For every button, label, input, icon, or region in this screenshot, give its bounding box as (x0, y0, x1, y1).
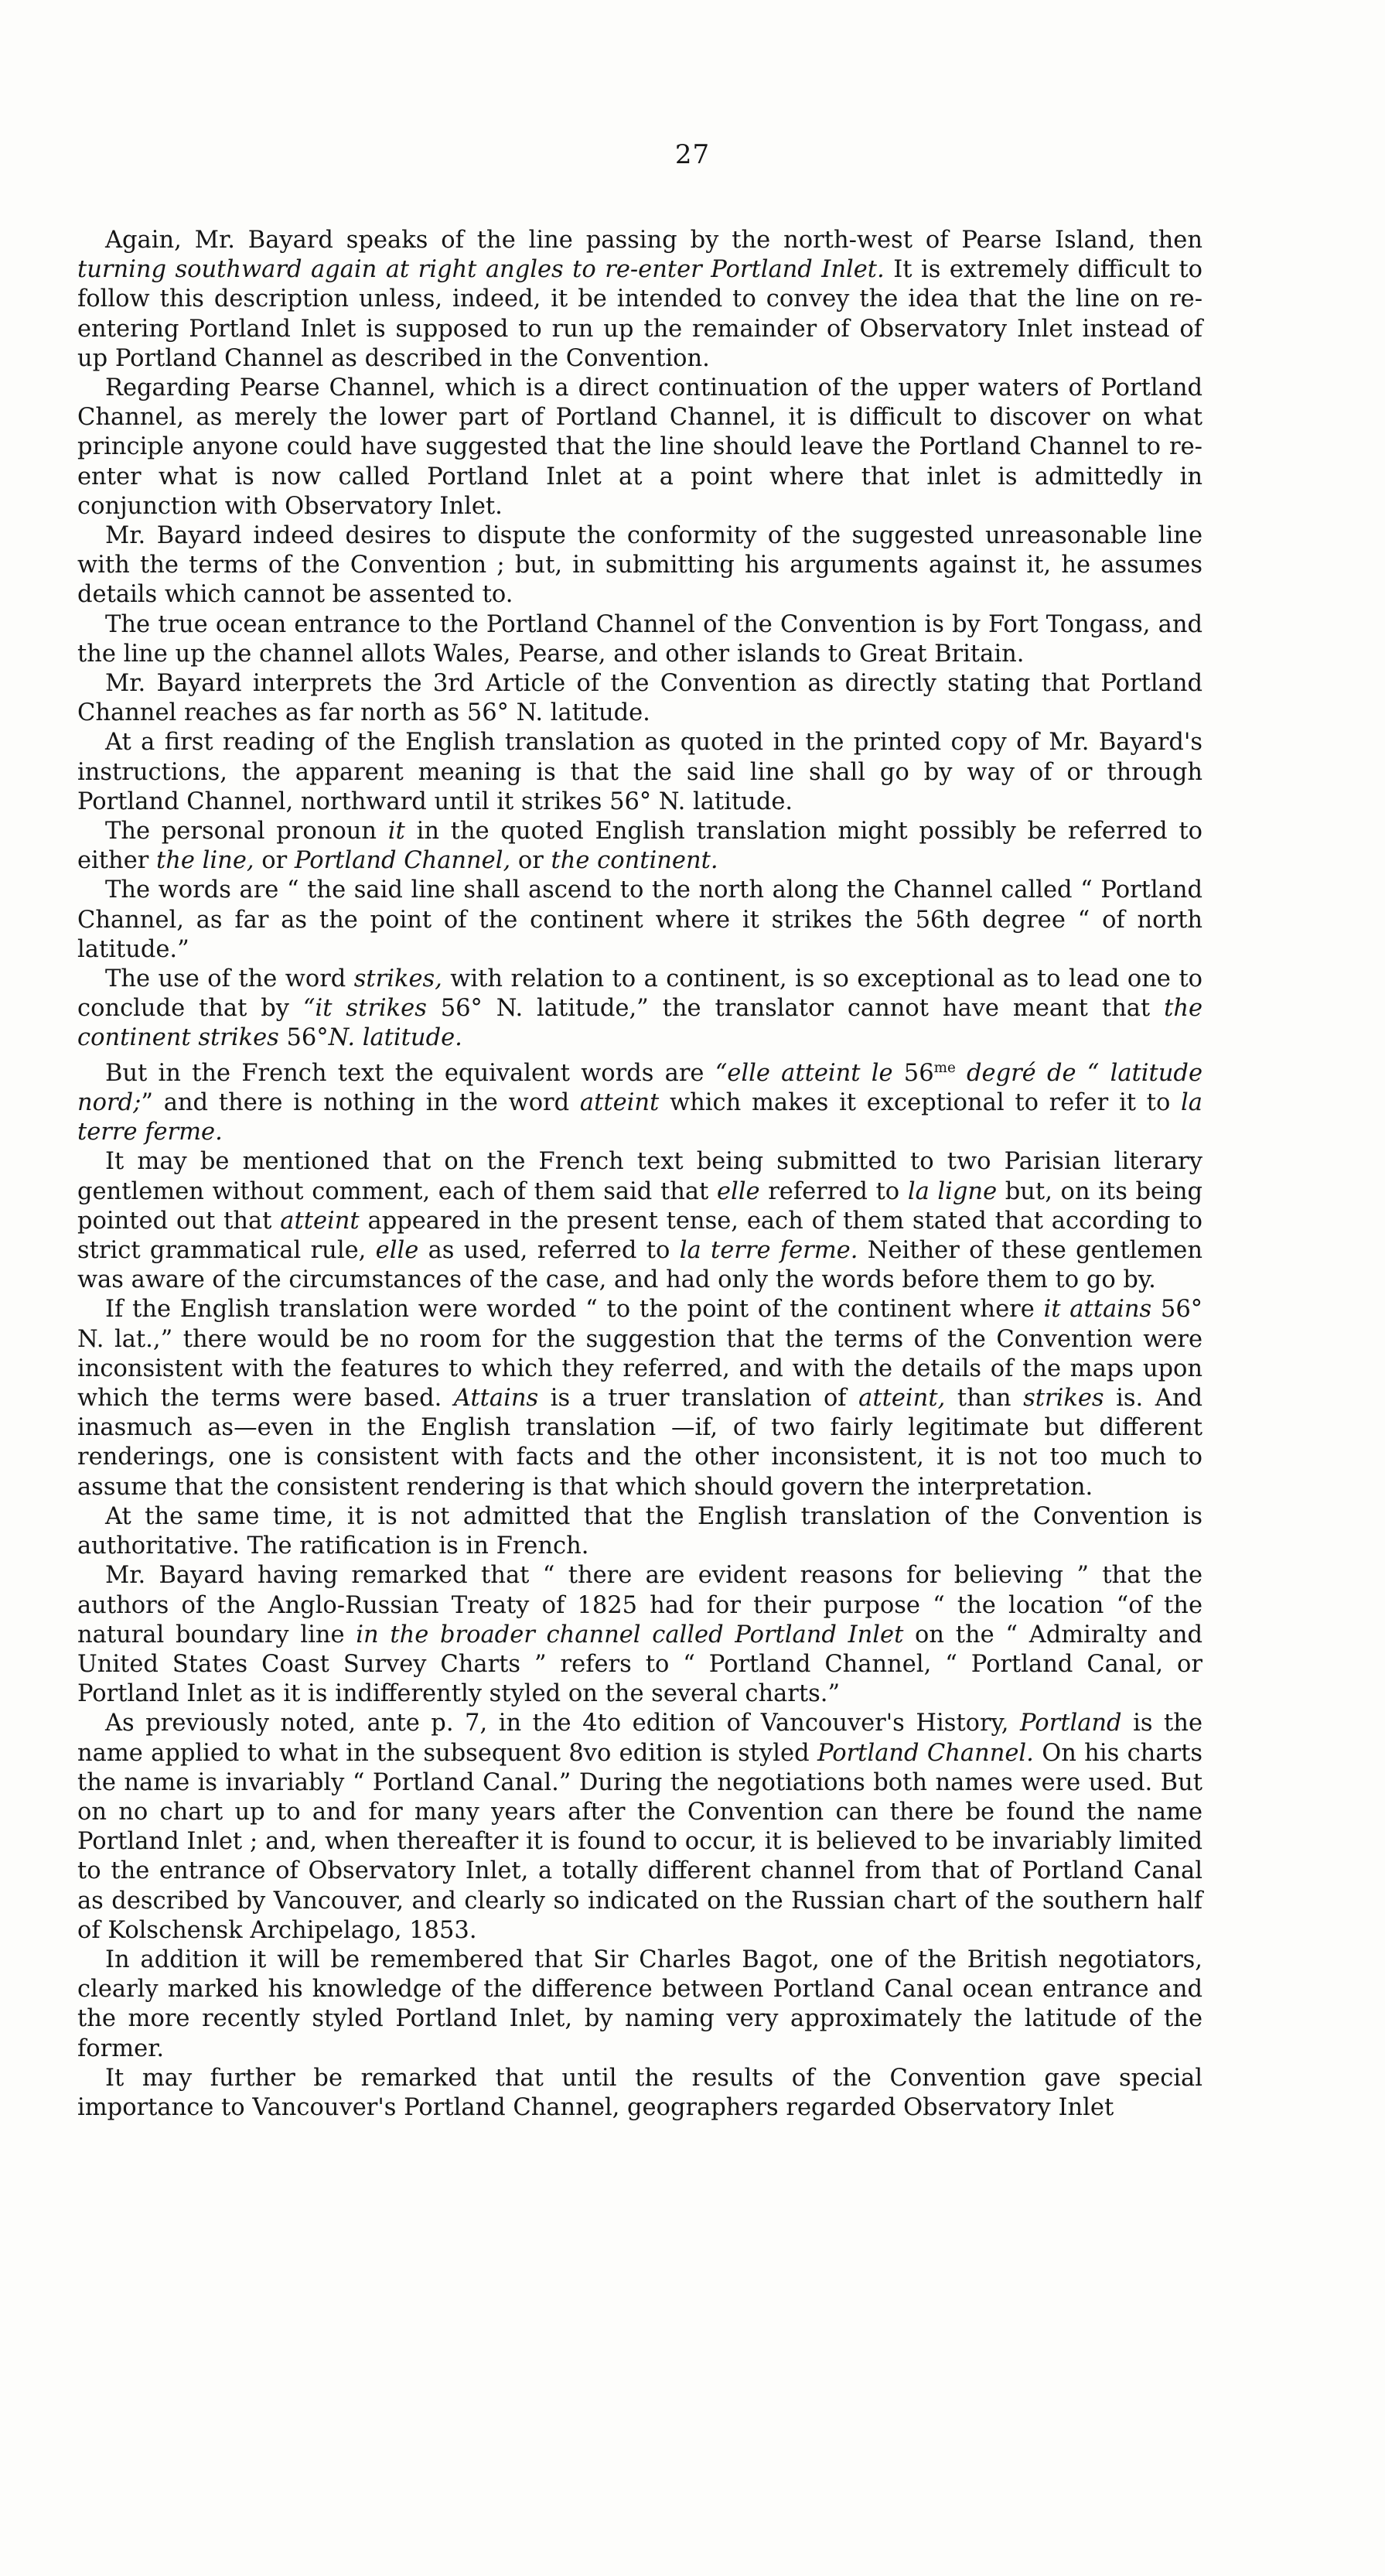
italic-text-run: Portland (1019, 1710, 1122, 1737)
italic-text-run: strikes (1023, 1385, 1104, 1413)
italic-text-run: atteint (280, 1207, 360, 1235)
text-run: on the “ Admiralty and United States Coast Survey Charts ” refers to “ Portland Channel, “ Portland Canal, or Portland Inlet as it is indifferently styled on the several charts.” (77, 1621, 1203, 1708)
text-run: At a first reading of the English translation as quoted in the printed copy of Mr. Bayard's instructions, the apparent meaning is that the said line shall go by way of or through Portland Channel, northward until it strikes 56° N. latitude. (77, 729, 1202, 815)
italic-text-run: N. latitude. (328, 1024, 462, 1052)
italic-text-run: the continent strikes (77, 995, 1203, 1052)
text-run: But in the French text the equivalent words are (105, 1059, 715, 1087)
paragraph (77, 1946, 1202, 2064)
italic-text-run: “elle atteint le (715, 1059, 893, 1087)
text-run: Mr. Bayard interprets the 3rd Article of the Convention as directly stating that Portland Channel reaches as far north as 56° N. latitude. (77, 670, 1202, 727)
paragraph (77, 1054, 1202, 1148)
text-run: 56 (892, 1059, 934, 1087)
text-run: or (254, 847, 295, 875)
text-run: or (510, 847, 551, 875)
paragraph (77, 965, 1202, 1054)
paragraph (77, 2064, 1202, 2123)
text-run: Mr. Bayard having remarked that “ there are evident reasons for believing ” that the authors of the Anglo-Russian Treaty of 1825 had for their purpose “ the location “of the natural boundary line (77, 1562, 1202, 1648)
text-run: in the quoted English translation might possibly be referred to either (77, 818, 1202, 875)
text-run: which makes it exceptional to refer it to (659, 1089, 1182, 1117)
text-run: In addition it will be remembered that Sir Charles Bagot, one of the British negotiators, clearly marked his knowledge of the difference between Portland Canal ocean entrance and the more recently styled Portland Inlet, by naming very approximately the latitude of the former. (77, 1946, 1202, 2062)
italic-text-run: la terre ferme. (679, 1237, 858, 1265)
text-run: Neither of these gentlemen was aware of the circumstances of the case, and had only the words before them to go by. (77, 1237, 1202, 1294)
italic-text-run: degré de “ latitude nord; (77, 1059, 1202, 1117)
italic-text-run: atteint (579, 1089, 660, 1117)
italic-text-run: elle (375, 1237, 419, 1265)
paragraph (77, 1709, 1202, 1946)
text-run: 56° N. latitude,” the translator cannot have meant that (426, 995, 1165, 1023)
text-run: It may further be remarked that until the results of the Convention gave special importance to Vancouver's Portland Channel, geographers regarded Observatory Inlet (77, 2064, 1202, 2121)
text-run: 56° N. lat.,” there would be no room for the suggestion that the terms of the Convention were inconsistent with the features to which they referred, and with the details of the maps upon which the terms were based. (77, 1296, 1202, 1413)
italic-text-run: turning southward again at right angles to re-enter Portland Inlet. (77, 256, 885, 284)
italic-text-run: the line, (156, 847, 254, 875)
italic-text-run: strikes, (353, 965, 442, 993)
italic-text-run: in the broader channel called Portland Inlet (356, 1621, 904, 1648)
text-run: At the same time, it is not admitted that the English translation of the Convention is authoritative. The ratification is in French. (77, 1502, 1202, 1560)
text-run: Mr. Bayard indeed desires to dispute the conformity of the suggested unreasonable line with the terms of the Convention ; but, in submitting his arguments against it, he assumes details which cannot be assented to. (77, 522, 1202, 609)
text-run: ” and there is nothing in the word (141, 1089, 580, 1117)
text-run: Regarding Pearse Channel, which is a direct continuation of the upper waters of Portland Channel, as merely the lower part of Portland Channel, it is difficult to discover on what principle anyone could have suggested that the line should leave the Portland Channel to re-enter what is now called Portland Inlet at a point where that inlet is admittedly in conjunction with Observatory Inlet. (77, 374, 1202, 520)
text-run: As previously noted, ante p. 7, in the 4to edition of Vancouver's History, (105, 1710, 1020, 1737)
paragraph (77, 876, 1202, 965)
paragraph (77, 374, 1202, 521)
italic-text-run: la terre ferme. (77, 1089, 1202, 1146)
text-run: The words are “ the said line shall ascend to the north along the Channel called “ Portland Channel, as far as the point of the continent where it strikes the 56th degree “ of north latitude.” (77, 876, 1202, 963)
italic-text-run: Portland Channel. (817, 1739, 1034, 1767)
text-run: appeared in the present tense, each of them stated that according to strict grammatical rule, (77, 1207, 1202, 1265)
text-run: with relation to a continent, is so exceptional as to lead one to conclude that by (77, 965, 1203, 1023)
paragraph (77, 1561, 1202, 1709)
paragraph (77, 610, 1202, 669)
paragraph (77, 817, 1202, 876)
text-run: The personal pronoun (105, 818, 388, 846)
body-text (77, 226, 1202, 2123)
paragraph (77, 1502, 1202, 1561)
italic-text-run: “it strikes (302, 995, 427, 1023)
text-run: than (945, 1385, 1024, 1413)
text-run: On his charts the name is invariably “ Portland Canal.” During the negotiations both names were used. But on no chart up to and for many years after the Convention can there be found the name Portland Inlet ; and, when thereafter it is found to occur, it is believed to be invariably limited to the entrance of Observatory Inlet, a totally different channel from that of Portland Canal as described by Vancouver, and clearly so indicated on the Russian chart of the southern half of Kolschensk Archipelago, 1853. (77, 1739, 1202, 1944)
page-number: 27 (674, 139, 711, 170)
text-run: but, on its being pointed out that (77, 1177, 1202, 1235)
italic-text-run: it (387, 818, 405, 846)
paragraph (77, 1147, 1202, 1295)
text-run: is the name applied to what in the subsequent 8vo edition is styled (77, 1710, 1203, 1767)
text-run: is a truer translation of (538, 1385, 859, 1413)
paragraph (77, 728, 1202, 817)
italic-text-run: Portland Channel, (294, 847, 511, 875)
italic-text-run: the continent. (551, 847, 718, 875)
text-run (956, 1060, 967, 1087)
text-run: 56° (278, 1024, 329, 1052)
text-run: me (933, 1059, 956, 1076)
text-run: is. And inasmuch as—even in the English translation —if, of two fairly legitimate but different renderings, one is consistent with facts and the other inconsistent, it is not too much to assume that the consistent rendering is that which should govern the interpretation. (77, 1385, 1203, 1501)
italic-text-run: la ligne (907, 1177, 998, 1205)
paragraph (77, 521, 1202, 610)
paragraph (77, 1295, 1202, 1502)
text-run: If the English translation were worded “ to the point of the continent where (105, 1296, 1044, 1324)
italic-text-run: atteint, (858, 1385, 946, 1413)
text-run: referred to (759, 1177, 908, 1205)
italic-text-run: Attains (453, 1385, 539, 1413)
text-run: The use of the word (105, 965, 354, 993)
text-run: It may be mentioned that on the French text being submitted to two Parisian literary gentlemen without comment, each of them said that (77, 1148, 1202, 1205)
paragraph (77, 226, 1202, 374)
text-run: as used, referred to (418, 1237, 680, 1265)
italic-text-run: it attains (1043, 1296, 1152, 1324)
paragraph (77, 669, 1202, 728)
text-run: Again, Mr. Bayard speaks of the line passing by the north-west of Pearse Island, then (105, 227, 1202, 254)
text-run: It is extremely difficult to follow this description unless, indeed, it be intended to convey the idea that the line on re-entering Portland Inlet is supposed to run up the remainder of Observatory Inlet instead of up Portland Channel as described in the Convention. (77, 256, 1202, 372)
italic-text-run: elle (716, 1177, 760, 1205)
text-run: The true ocean entrance to the Portland Channel of the Convention is by Fort Tongass, and the line up the channel allots Wales, Pearse, and other islands to Great Britain. (77, 610, 1202, 668)
